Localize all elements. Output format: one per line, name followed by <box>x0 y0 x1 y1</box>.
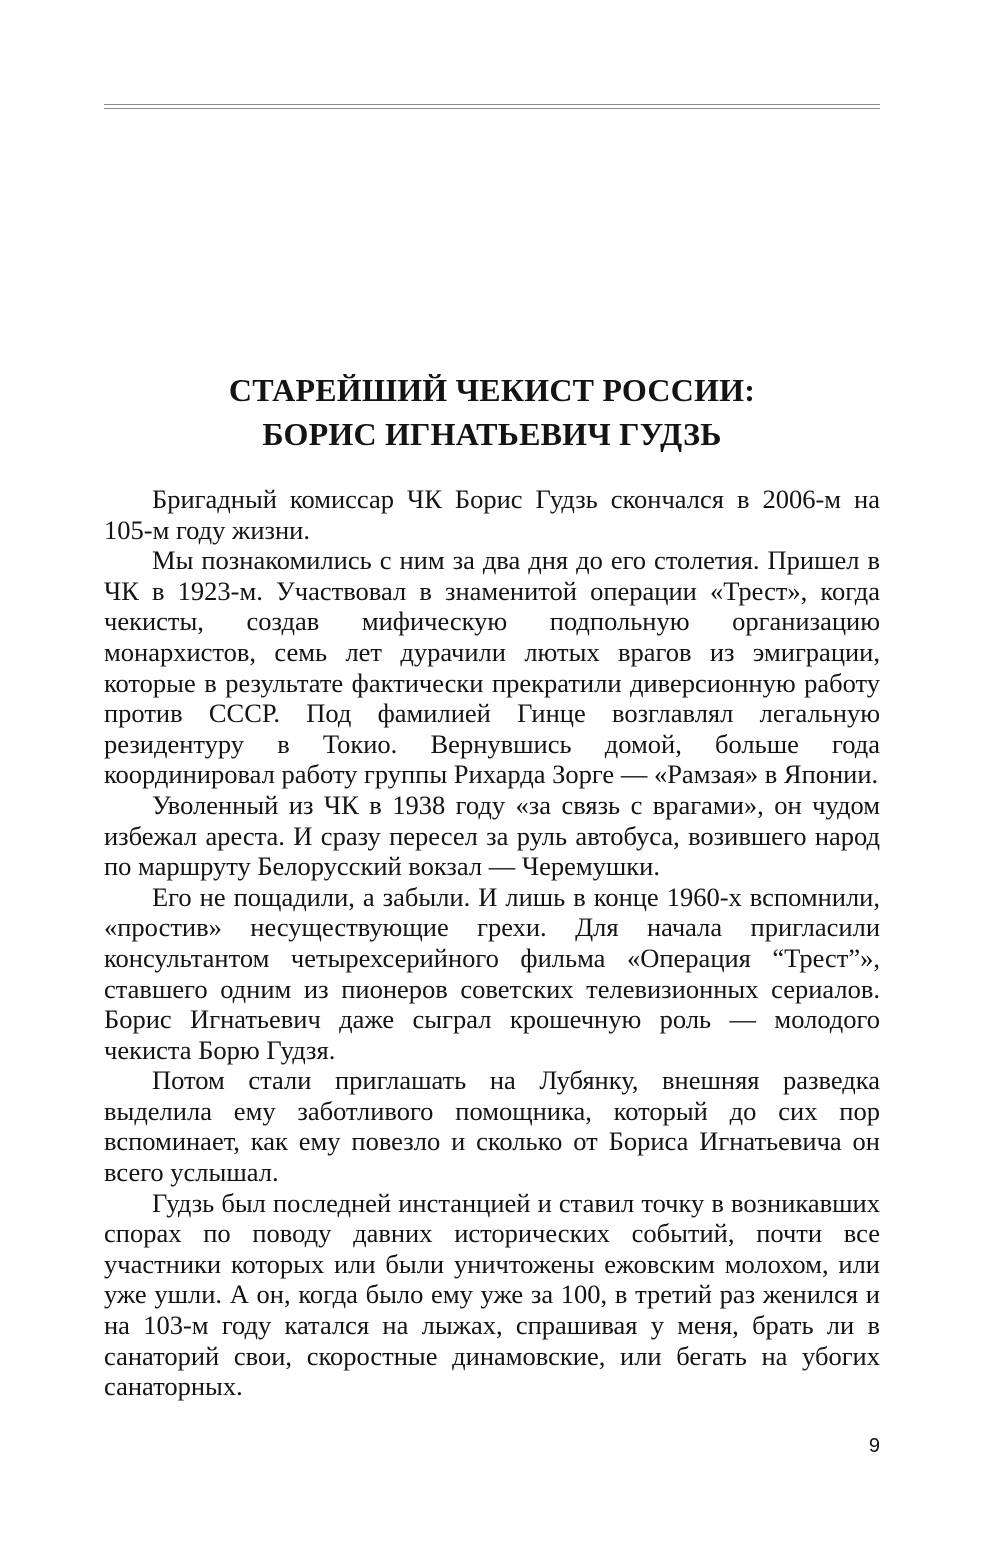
page-number: 9 <box>868 1435 880 1457</box>
chapter-title-line-1: СТАРЕЙШИЙ ЧЕКИСТ РОССИИ: <box>228 372 756 408</box>
paragraph-4: Его не пощадили, а забыли. И лишь в конце 1960-х вспомнили, «простив» несуществующие грехи. Для начала пригласили консультантом четырехсерийного фильма «Операция “Трест”», ставшего одним из пионеров советских телевизионных сериалов. Борис Игнатьевич даже сыграл крошечную роль — молодого чекиста Борю Гудзя. <box>104 881 880 1065</box>
paragraph-1: Бригадный комиссар ЧК Борис Гудзь скончался в 2006-м на 105-м году жизни. <box>104 484 880 545</box>
paragraph-6: Гудзь был последней инстанцией и ставил точку в возникавших спорах по поводу давних исторических событий, почти все участники которых или были уничтожены ежовским молохом, или уже ушли. А он, когда было ему уже за 100, в третий раз женился и на 103-м году катался на лыжах, спрашивая у меня, брать ли в санаторий свои, скоростные динамовские, или бегать на убогих санаторных. <box>104 1187 880 1402</box>
paragraph-3: Уволенный из ЧК в 1938 году «за связь с врагами», он чудом избежал ареста. И сразу пересел за руль автобуса, возившего народ по маршруту Белорусский вокзал — Черемушки. <box>104 789 880 882</box>
chapter-title <box>104 368 880 456</box>
chapter-title-line-2: БОРИС ИГНАТЬЕВИЧ ГУДЗЬ <box>262 416 722 452</box>
header-rule-bottom <box>104 108 880 109</box>
paragraph-2: Мы познакомились с ним за два дня до его столетия. Пришел в ЧК в 1923-м. Участвовал в знаменитой операции «Трест», когда чекисты, создав мифическую подпольную организацию монархистов, семь лет дурачили лютых врагов из эмиграции, которые в результате фактически прекратили диверсионную работу против СССР. Под фамилией Гинце возглавлял легальную резидентуру в Токио. Вернувшись домой, больше года координировал работу группы Рихарда Зорге — «Рамзая» в Японии. <box>104 545 880 790</box>
header-rule-top <box>104 104 880 105</box>
paragraph-5: Потом стали приглашать на Лубянку, внешняя разведка выделила ему заботливого помощника, который до сих пор вспоминает, как ему повезло и сколько от Бориса Игнатьевича он всего услышал. <box>104 1065 880 1188</box>
chapter-body <box>104 484 880 1402</box>
